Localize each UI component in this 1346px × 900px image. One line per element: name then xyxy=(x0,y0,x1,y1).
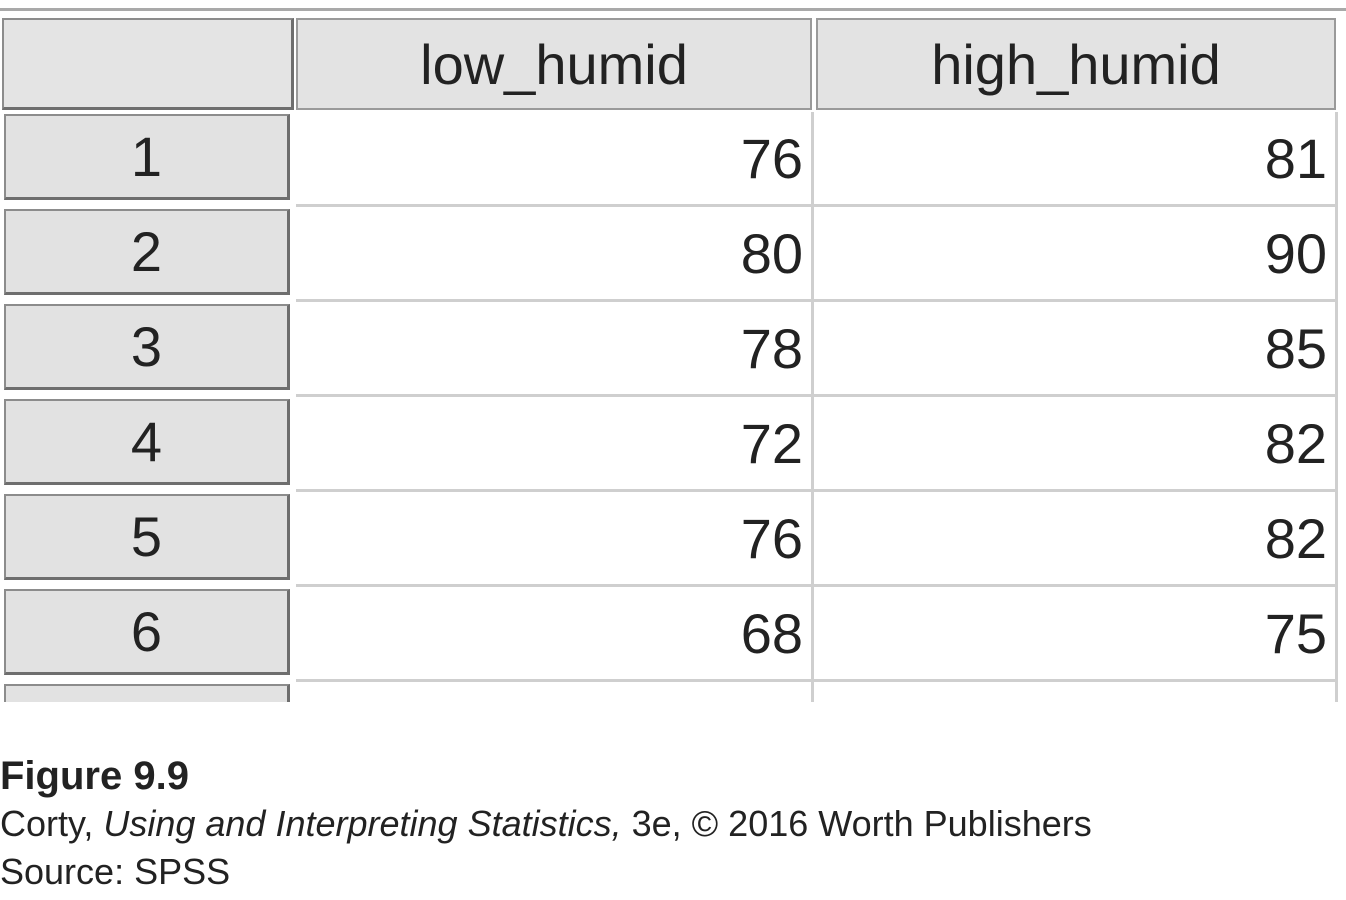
cell-row6-low-humid[interactable]: 68 xyxy=(296,587,814,682)
cell-row1-low-humid[interactable]: 76 xyxy=(296,112,814,207)
figure-caption xyxy=(0,752,1346,896)
citation-book-title: Using and Interpreting Statistics, xyxy=(103,803,622,844)
cell-row2-high-humid[interactable]: 90 xyxy=(814,207,1338,302)
citation-line xyxy=(0,800,1346,848)
source-line: Source: SPSS xyxy=(0,851,231,892)
grid-corner-cell[interactable] xyxy=(2,18,294,110)
cell-partial-high-humid[interactable] xyxy=(814,682,1338,702)
cell-row5-low-humid[interactable]: 76 xyxy=(296,492,814,587)
cell-partial-low-humid[interactable] xyxy=(296,682,814,702)
column-header-low-humid[interactable]: low_humid xyxy=(296,18,812,110)
row-header-1[interactable]: 1 xyxy=(4,114,290,200)
cell-row3-high-humid[interactable]: 85 xyxy=(814,302,1338,397)
row-header-6[interactable]: 6 xyxy=(4,589,290,675)
row-header-3[interactable]: 3 xyxy=(4,304,290,390)
column-header-high-humid[interactable]: high_humid xyxy=(816,18,1336,110)
cell-row4-low-humid[interactable]: 72 xyxy=(296,397,814,492)
row-header-5[interactable]: 5 xyxy=(4,494,290,580)
cell-row1-high-humid[interactable]: 81 xyxy=(814,112,1338,207)
citation-author: Corty, xyxy=(0,803,104,844)
row-header-4[interactable]: 4 xyxy=(4,399,290,485)
figure-number: Figure 9.9 xyxy=(0,754,189,798)
row-header-2[interactable]: 2 xyxy=(4,209,290,295)
cell-row4-high-humid[interactable]: 82 xyxy=(814,397,1338,492)
cell-row2-low-humid[interactable]: 80 xyxy=(296,207,814,302)
row-header-partial[interactable] xyxy=(4,684,290,702)
cell-row6-high-humid[interactable]: 75 xyxy=(814,587,1338,682)
grid-top-border xyxy=(0,0,1346,10)
cell-row3-low-humid[interactable]: 78 xyxy=(296,302,814,397)
citation-edition: 3e, © 2016 Worth Publishers xyxy=(621,803,1092,844)
cell-row5-high-humid[interactable]: 82 xyxy=(814,492,1338,587)
